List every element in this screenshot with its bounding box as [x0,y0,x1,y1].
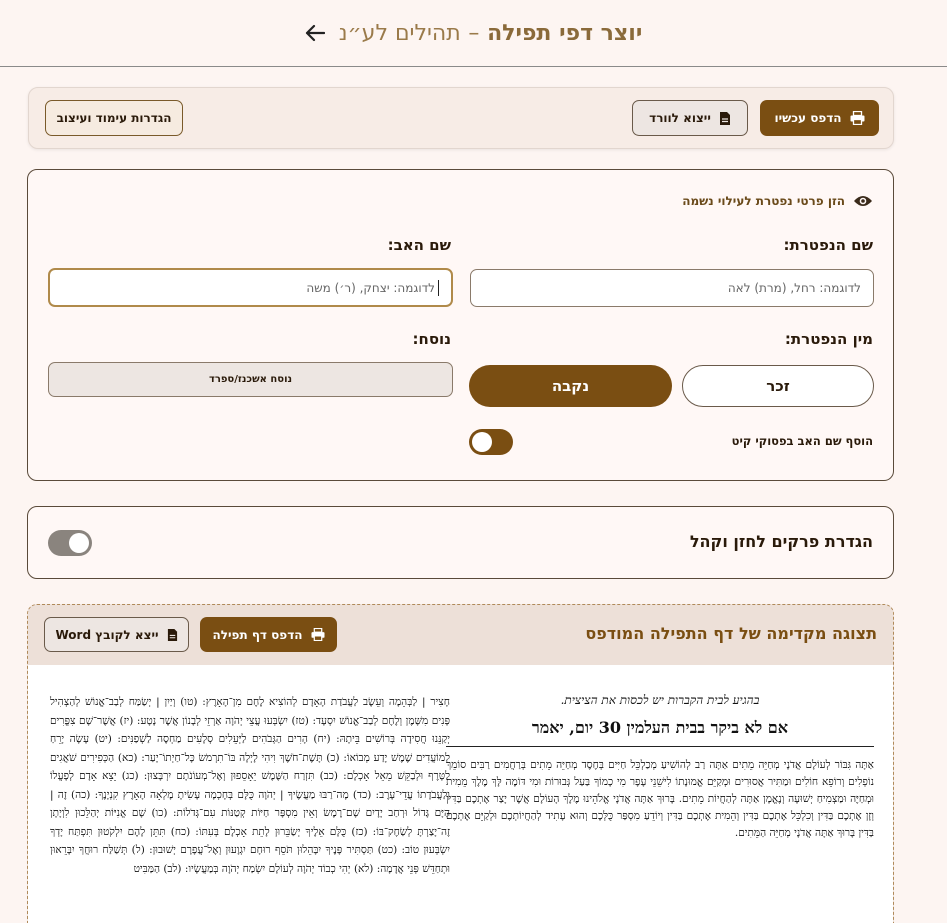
print-now-button[interactable] [760,100,879,136]
gender-label: מין הנפטרת: [784,330,873,348]
printer-icon [311,628,325,641]
printed-page [28,665,894,923]
text-cursor [438,280,439,296]
toggle-knob [69,533,89,553]
document-icon [719,111,731,126]
gender-male-option[interactable] [682,365,874,407]
prayer-instruction: בהגיע לבית הקברות יש לכסות את הציצית. [560,693,760,707]
prayer-body: אַתָּה גִּבּוֹר לְעוֹלָם אֲדֹנָי מְחַיֵּה מֵתִים אַתָּה רַב לְהוֹשִׁיעַ מְכַלְכֵּל חַיִּים בְּחֶסֶד מְחַיֵּה מֵתִים בְּרַחֲמִים רַבִּים סוֹמֵךְ נוֹפְלִים וְרוֹפֵא חוֹלִים וּמַתִּיר אֲסוּרִים וּמְקַיֵּם אֱמוּנָתוֹ לִישֵׁנֵי עָפָר מִי כָמוֹךָ בַּעַל גְּבוּרוֹת וּמִי דּוֹמֶה לָּךְ מֶלֶךְ מֵמִית וּמְחַיֶּה וּמַצְמִיחַ יְשׁוּעָה וְנֶאֱמָן אַתָּה לְהַחֲיוֹת מֵתִים. בָּרוּךְ אַתָּה אֲדֹנָי אֱלֹהֵינוּ מֶלֶךְ הָעוֹלָם אֲשֶׁר יָצַר אֶתְכֶם בַּדִּין וְזָן אֶתְכֶם בַּדִּין וְכִלְכֵּל אֶתְכֶם בַּדִּין וְהֵמִית אֶתְכֶם בַּדִּין וְיוֹדֵעַ מִסְפַּר כֻּלְּכֶם וְהוּא עָתִיד לְהַחֲיוֹתְכֶם וּלְקַיֵּם אֶתְכֶם בַּדִּין בָּרוּךְ אַתָּה אֲדֹנָי מְחַיֵּה הַמֵּתִים. [446,759,874,839]
add-father-label: הוסף שם האב בפסוקי קיט [731,434,873,448]
page-title-separator: – [468,20,480,46]
section-header [682,194,873,208]
father-name-input[interactable] [48,268,453,307]
preview-header [28,605,893,665]
page-settings-label: הגדרות עימוד ועיצוב [56,111,172,125]
page-title [339,21,643,46]
prayer-heading: אם לא ביקר בבית העלמין 30 יום, יאמר [446,718,874,747]
chapters-label: הגדרת פרקים לחזן וקהל [689,532,873,551]
psalm-text-column: חָצִיר | לַבְּהֵמָה וְעֵשֶׂב לַעֲבֹדַת הָאָדָם לְהוֹצִיא לֶחֶם מִן־הָאָרֶץ: (טו) וְיַיִן | יְשַׂמַּח לְבַב־אֱנוֹשׁ לְהַצְהִיל פָּנִים מִשָּׁמֶן וְלֶחֶם לְבַב־אֱנוֹשׁ יִסְעָד: (טז) יִשְׂבְּעוּ עֲצֵי יְהֹוָה אַרְזֵי לְבָנוֹן אֲשֶׁר נָטָע: (יז) אֲשֶׁר־שָׁם צִפֳּרִים יְקַנֵּנוּ חֲסִידָה בְּרוֹשִׁים בֵּיתָהּ: (יח) הָרִים הַגְּבֹהִים לַיְּעֵלִים סְלָעִים מַחְסֶה לַשְׁפַנִּים: (יט) עָשָׂה יָרֵחַ לְמוֹעֲדִים שֶׁמֶשׁ יָדַע מְבוֹאוֹ: (כ) תָּשֶׁת־חֹשֶׁךְ וִיהִי לָיְלָה בּוֹ־תִרְמֹשׂ כָּל־חַיְתוֹ־יָעַר: (כא) הַכְּפִירִים שֹׁאֲגִים לַטָּרֶף וּלְבַקֵּשׁ מֵאֵל אָכְלָם: (כב) תִּזְרַח הַשֶּׁמֶשׁ יֵאָסֵפוּן וְאֶל־מְעוֹנֹתָם יִרְבָּצוּן: (כג) יֵצֵא אָדָם לְפָעֳלוֹ וְלַעֲבֹדָתוֹ עֲדֵי־עָרֶב: (כד) מָה־רַבּוּ מַעֲשֶׂיךָ | יְהֹוָה כֻּלָּם בְּחָכְמָה עָשִׂיתָ מָלְאָה הָאָרֶץ קִנְיָנֶךָ: (כה) זֶה | הַיָּם גָּדוֹל וּרְחַב יָדָיִם שָׁם־רֶמֶשׂ וְאֵין מִסְפָּר חַיּוֹת קְטַנּוֹת עִם־גְּדֹלוֹת: (כו) שָׁם אֳנִיּוֹת יְהַלֵּכוּן לִוְיָתָן זֶה־יָצַרְתָּ לְשַׂחֶק־בּוֹ: (כז) כֻּלָּם אֵלֶיךָ יְשַׂבֵּרוּן לָתֵת אָכְלָם בְּעִתּוֹ: (כח) תִּתֵּן לָהֶם יִלְקֹטוּן תִּפְתַּח יָדְךָ יִשְׂבְּעוּן טוֹב: (כט) תַּסְתִּיר פָּנֶיךָ יִבָּהֵלוּן תֹּסֵף רוּחָם יִגְוָעוּן וְאֶל־עֲפָרָם יְשׁוּבוּן: (ל) תְּשַׁלַּח רוּחֲךָ יִבָּרֵאוּן וּתְחַדֵּשׁ פְּנֵי אֲדָמָה: (לא) יְהִי כְבוֹד יְהֹוָה לְעוֹלָם יִשְׂמַח יְהֹוָה בְּמַעֲשָׂיו: (לב) הַמַּבִּיט [50,696,450,875]
gender-female-label: נקבה [551,377,590,395]
gender-male-label: זכר [766,377,790,395]
page-title-sub: תהילים לע״נ [338,20,461,46]
document-icon [167,628,178,642]
deceased-name-input[interactable] [470,269,874,307]
deceased-name-placeholder: לדוגמה: רחל, (מרת) לאה [727,281,861,295]
export-word-button[interactable] [632,100,748,136]
page-settings-button[interactable] [45,100,183,136]
chapters-card [27,506,894,579]
print-page-label: הדפס דף תפילה [212,627,303,642]
deceased-details-card [27,169,894,481]
add-father-toggle[interactable] [469,429,513,455]
gender-female-option[interactable] [469,365,672,407]
deceased-name-label: שם הנפטרת: [783,236,873,254]
export-word-label: ייצוא לוורד [649,111,711,125]
printer-icon [850,111,865,125]
nusach-select[interactable] [48,362,453,397]
section-title: הזן פרטי נפטרת לעילוי נשמה [682,194,845,208]
nusach-value: נוסח אשכנז/ספרד [208,374,293,385]
preview-title: תצוגה מקדימה של דף התפילה המודפס [585,624,877,643]
page-title-main: יוצר דפי תפילה [487,20,643,46]
export-word-file-label: ייצא לקובץ Word [55,627,159,642]
back-arrow-icon[interactable] [305,24,325,42]
print-now-label: הדפס עכשיו [774,111,842,125]
toolbar [28,87,894,149]
nusach-label: נוסח: [412,330,451,348]
toggle-knob [472,432,492,452]
export-word-file-button[interactable] [44,617,189,652]
app-header [0,0,947,67]
chapters-toggle[interactable] [48,530,92,556]
print-page-button[interactable] [200,617,337,652]
father-name-placeholder: לדוגמה: יצחק, (ר׳) משה [306,280,435,295]
eye-icon [853,194,873,208]
father-name-label: שם האב: [387,236,451,254]
prayer-column [446,693,874,842]
print-preview [27,604,894,923]
